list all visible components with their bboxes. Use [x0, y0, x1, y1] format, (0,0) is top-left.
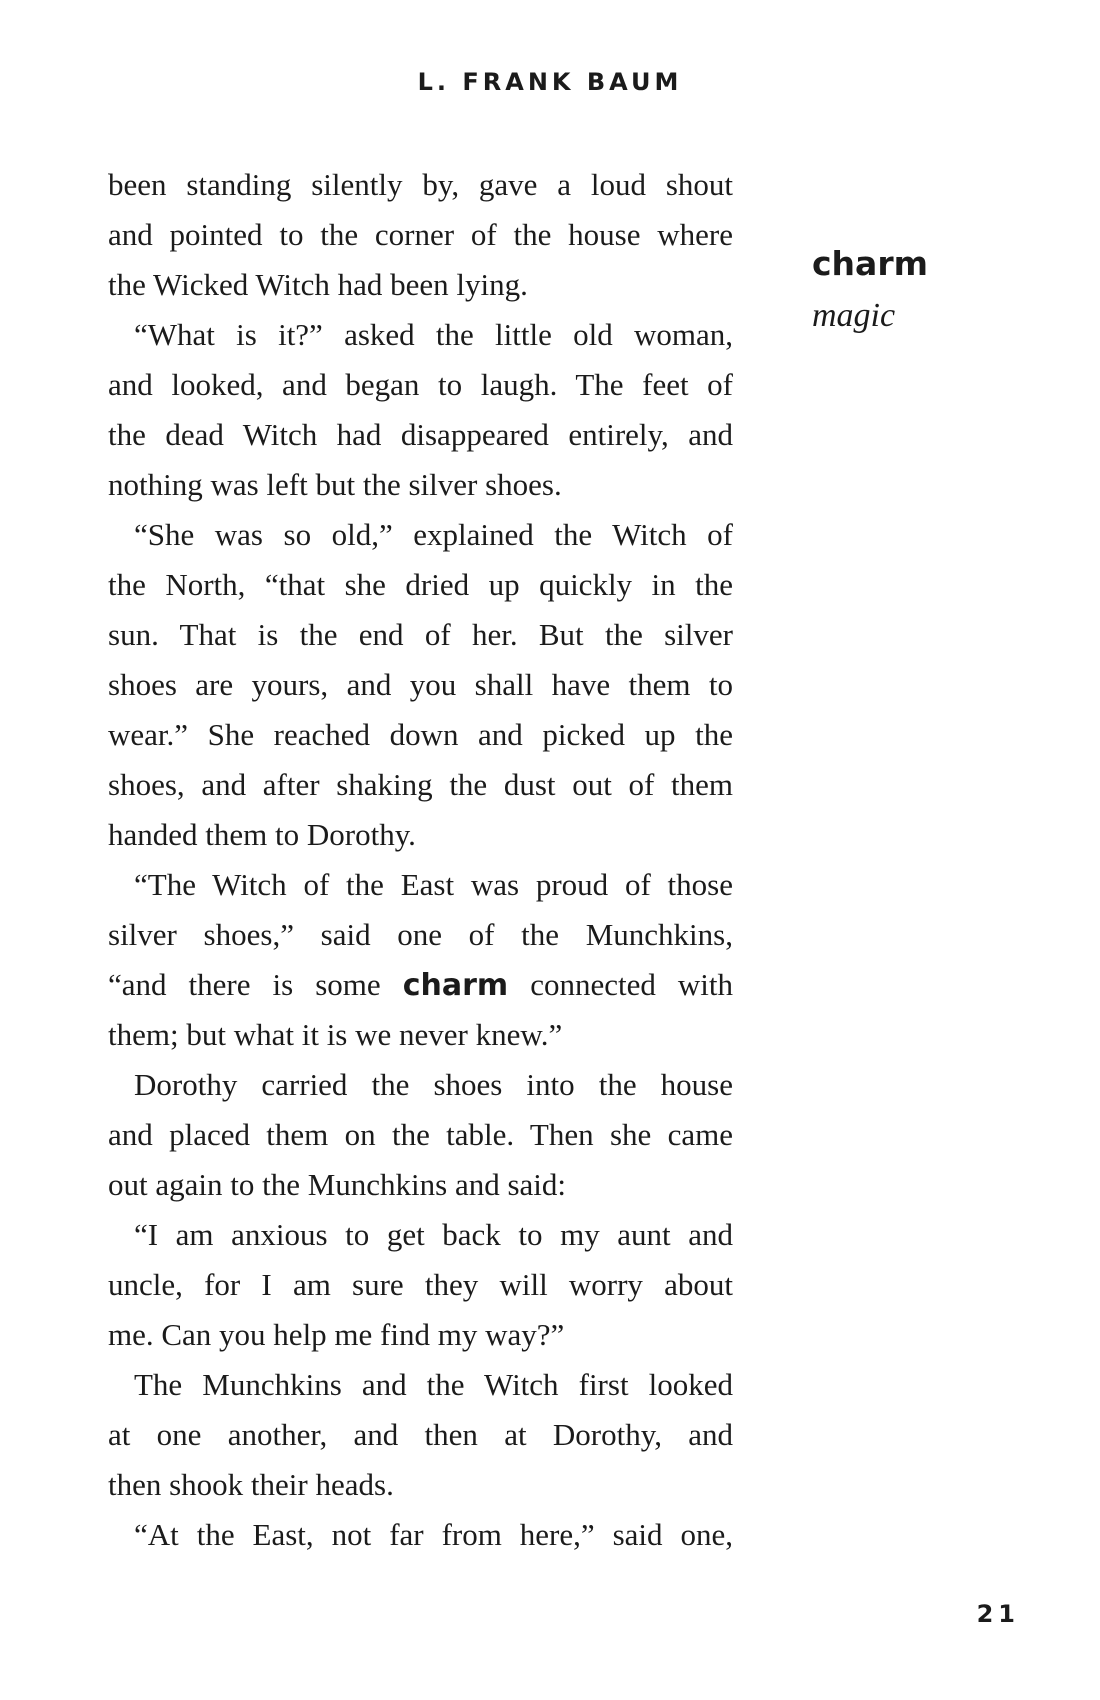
text-line: shoes, and after shaking the dust out of them	[108, 767, 733, 802]
text-line: out again to the Munchkins and said:	[108, 1167, 567, 1202]
text-line: Dorothy carried the shoes into the house	[134, 1067, 733, 1102]
text-segment: “and there is some	[108, 967, 403, 1002]
margin-note-term: charm	[812, 244, 928, 283]
margin-note	[812, 244, 928, 336]
page-number: 21	[976, 1600, 1020, 1628]
text-line: then shook their heads.	[108, 1467, 394, 1502]
text-line	[108, 960, 733, 1010]
margin-note-gloss: magic	[812, 297, 896, 334]
text-line: shoes are yours, and you shall have them to	[108, 667, 733, 702]
text-line: the dead Witch had disappeared entirely, and	[108, 417, 733, 452]
text-line: at one another, and then at Dorothy, and	[108, 1417, 733, 1452]
text-line: “The Witch of the East was proud of those	[134, 867, 733, 902]
text-line: and looked, and began to laugh. The feet of	[108, 367, 733, 402]
text-line: sun. That is the end of her. But the silver	[108, 617, 733, 652]
text-line: silver shoes,” said one of the Munchkins,	[108, 917, 733, 952]
text-line: been standing silently by, gave a loud shout	[108, 167, 733, 202]
text-line: the North, “that she dried up quickly in the	[108, 567, 733, 602]
text-line: handed them to Dorothy.	[108, 817, 416, 852]
text-line: and placed them on the table. Then she came	[108, 1117, 733, 1152]
text-line: “What is it?” asked the little old woman,	[134, 317, 733, 352]
text-line: nothing was left but the silver shoes.	[108, 467, 562, 502]
text-line: me. Can you help me find my way?”	[108, 1317, 565, 1352]
text-line: the Wicked Witch had been lying.	[108, 267, 528, 302]
text-segment: connected with	[508, 967, 733, 1002]
text-line: wear.” She reached down and picked up the	[108, 717, 733, 752]
text-line: them; but what it is we never knew.”	[108, 1017, 563, 1052]
text-line: “I am anxious to get back to my aunt and	[134, 1217, 733, 1252]
text-column	[108, 160, 733, 1560]
text-line: uncle, for I am sure they will worry about	[108, 1267, 733, 1302]
text-line: The Munchkins and the Witch first looked	[134, 1367, 733, 1402]
running-header: L. FRANK BAUM	[417, 68, 683, 96]
vocabulary-term-bold: charm	[402, 968, 509, 1003]
text-line: “She was so old,” explained the Witch of	[134, 517, 733, 552]
text-line: “At the East, not far from here,” said one,	[134, 1517, 733, 1552]
text-line: and pointed to the corner of the house where	[108, 217, 733, 252]
